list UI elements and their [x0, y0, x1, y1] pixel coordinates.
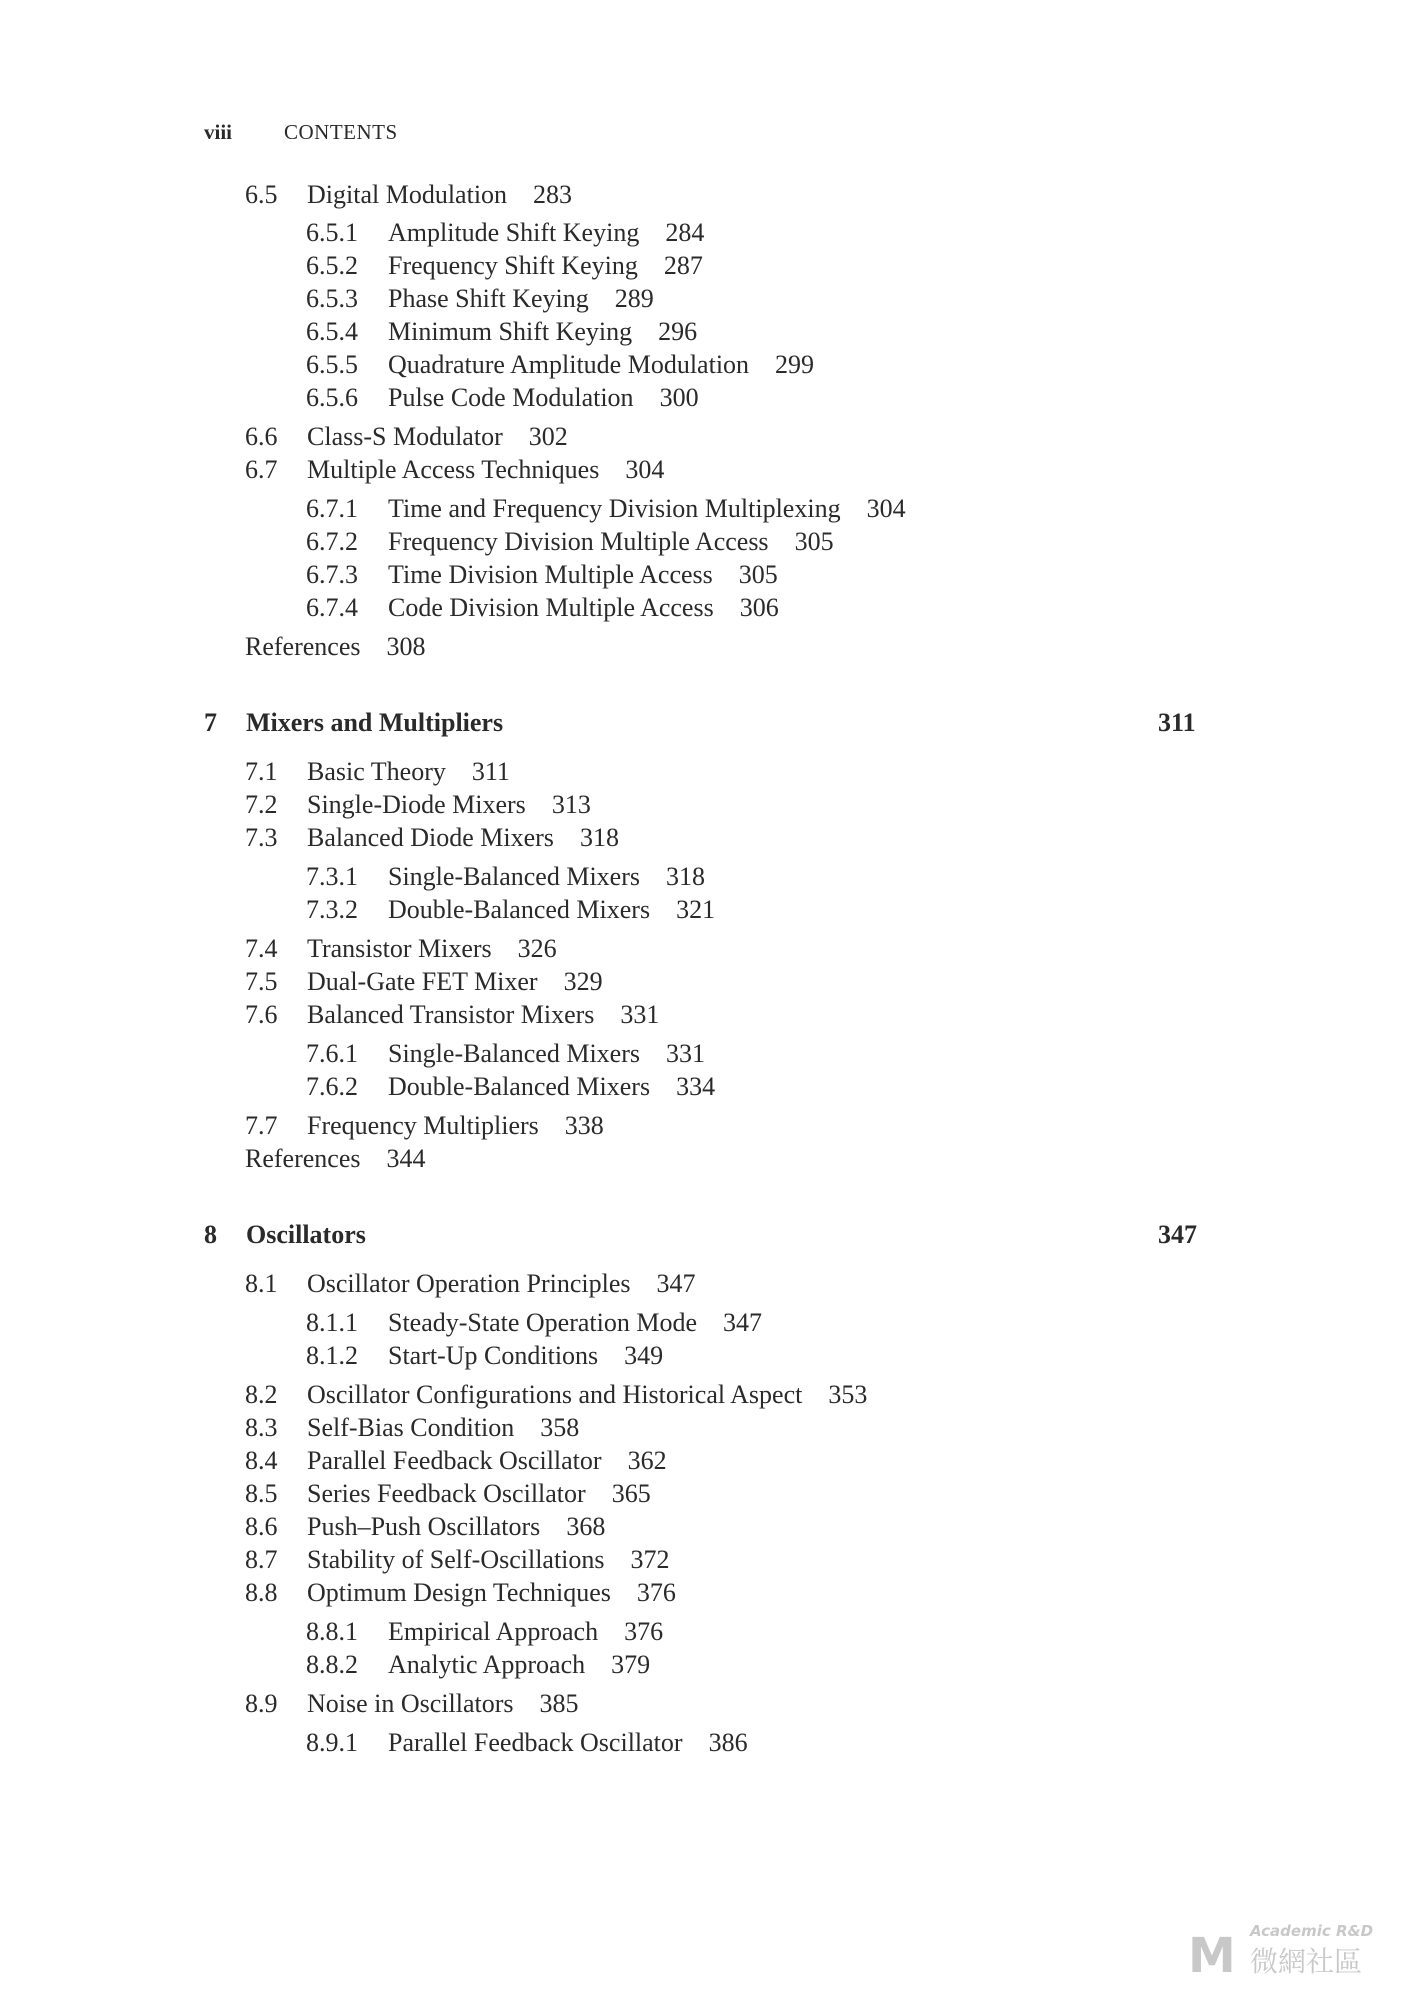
entry-title-text: Quadrature Amplitude Modulation [388, 350, 750, 379]
entry-title [245, 632, 425, 662]
entry-title [388, 284, 654, 314]
entry-page: 376 [636, 1578, 676, 1607]
entry-page: 284 [665, 218, 705, 247]
entry-title [307, 934, 557, 964]
entry-page: 305 [794, 527, 834, 556]
entry-page: 362 [627, 1446, 667, 1475]
entry-title-text: Parallel Feedback Oscillator [388, 1728, 683, 1757]
entry-title [388, 317, 697, 347]
entry-title-text: Self-Bias Condition [307, 1413, 515, 1442]
entry-page: 304 [866, 494, 906, 523]
entry-title-text: Series Feedback Oscillator [307, 1479, 586, 1508]
entry-number: 7.5 [245, 967, 278, 996]
entry-number: 7.6.2 [306, 1072, 358, 1101]
entry-title [388, 1308, 762, 1338]
entry-number: 7.7 [245, 1111, 278, 1140]
entry-title [388, 1728, 748, 1758]
entry-number: 7.6 [245, 1000, 278, 1029]
entry-page: 347 [723, 1308, 763, 1337]
entry-title-text: Push–Push Oscillators [307, 1512, 541, 1541]
entry-title-text: Oscillator Operation Principles [307, 1269, 631, 1298]
entry-number: 7.3.1 [306, 862, 358, 891]
entry-number: 7.2 [245, 790, 278, 819]
entry-title [245, 1144, 425, 1174]
entry-title [388, 862, 705, 892]
chapter-title: Mixers and Multipliers [246, 708, 504, 737]
entry-title [388, 560, 778, 590]
entry-page: 326 [517, 934, 557, 963]
entry-title [307, 1111, 604, 1141]
entry-page: 376 [624, 1617, 664, 1646]
entry-page: 306 [739, 593, 779, 622]
chapter-number: 7 [204, 708, 217, 737]
entry-page: 321 [676, 895, 716, 924]
entry-title-text: Balanced Transistor Mixers [307, 1000, 595, 1029]
entry-title-text: Noise in Oscillators [307, 1689, 514, 1718]
entry-title [307, 1000, 659, 1030]
entry-title [307, 1545, 670, 1575]
entry-title-text: References [245, 632, 361, 661]
chapter-title: Oscillators [246, 1220, 366, 1249]
entry-number: 8.1.2 [306, 1341, 358, 1370]
entry-number: 8.1.1 [306, 1308, 358, 1337]
chapter-number: 8 [204, 1220, 217, 1249]
entry-number: 7.4 [245, 934, 278, 963]
entry-page: 331 [620, 1000, 660, 1029]
entry-page: 289 [614, 284, 654, 313]
entry-number: 8.8.1 [306, 1617, 358, 1646]
entry-number: 6.7.4 [306, 593, 358, 622]
entry-title-text: Steady-State Operation Mode [388, 1308, 698, 1337]
entry-title-text: Empirical Approach [388, 1617, 599, 1646]
watermark-text-en: Academic R&D [1250, 1922, 1374, 1940]
entry-title-text: Start-Up Conditions [388, 1341, 599, 1370]
entry-number: 8.8.2 [306, 1650, 358, 1679]
entry-number: 6.7.2 [306, 527, 358, 556]
entry-title [388, 1072, 715, 1102]
entry-title [307, 1689, 579, 1719]
entry-page: 349 [624, 1341, 664, 1370]
entry-title-text: Frequency Multipliers [307, 1111, 539, 1140]
entry-number: 6.7.3 [306, 560, 358, 589]
entry-page: 304 [625, 455, 665, 484]
running-header [204, 120, 398, 145]
entry-page: 296 [658, 317, 698, 346]
entry-title [388, 251, 703, 281]
entry-number: 8.3 [245, 1413, 278, 1442]
entry-number: 6.5.5 [306, 350, 358, 379]
entry-number: 8.9 [245, 1689, 278, 1718]
entry-number: 7.6.1 [306, 1039, 358, 1068]
entry-title-text: Oscillator Configurations and Historical Aspect [307, 1380, 803, 1409]
entry-title-text: Double-Balanced Mixers [388, 895, 651, 924]
entry-number: 8.7 [245, 1545, 278, 1574]
entry-number: 8.5 [245, 1479, 278, 1508]
entry-page: 379 [611, 1650, 651, 1679]
entry-page: 386 [708, 1728, 748, 1757]
entry-title [388, 1650, 650, 1680]
entry-page: 318 [579, 823, 619, 852]
entry-page: 283 [533, 180, 573, 209]
entry-title-text: Analytic Approach [388, 1650, 586, 1679]
entry-page: 308 [386, 632, 426, 661]
entry-title-text: Single-Balanced Mixers [388, 862, 640, 891]
entry-title [388, 350, 814, 380]
entry-title-text: Transistor Mixers [307, 934, 492, 963]
page-number: viii [204, 120, 233, 144]
entry-title-text: Single-Balanced Mixers [388, 1039, 640, 1068]
entry-page: 299 [775, 350, 815, 379]
entry-number: 8.4 [245, 1446, 278, 1475]
entry-page: 305 [738, 560, 778, 589]
entry-title [307, 823, 619, 853]
entry-number: 8.2 [245, 1380, 278, 1409]
entry-title [307, 1269, 695, 1299]
entry-page: 385 [539, 1689, 579, 1718]
entry-number: 7.1 [245, 757, 278, 786]
entry-title [388, 494, 906, 524]
entry-number: 6.5.2 [306, 251, 358, 280]
chapter-page: 347 [1158, 1220, 1197, 1249]
entry-title-text: Balanced Diode Mixers [307, 823, 554, 852]
entry-title-text: Stability of Self-Oscillations [307, 1545, 605, 1574]
entry-number: 6.5.1 [306, 218, 358, 247]
entry-title-text: Code Division Multiple Access [388, 593, 714, 622]
entry-title [388, 1039, 705, 1069]
entry-title [307, 1578, 676, 1608]
entry-title-text: Optimum Design Techniques [307, 1578, 611, 1607]
entry-title-text: Minimum Shift Keying [388, 317, 633, 346]
entry-title [307, 1479, 651, 1509]
entry-page: 344 [386, 1144, 426, 1173]
entry-title-text: References [245, 1144, 361, 1173]
entry-title [388, 218, 704, 248]
entry-title [307, 1512, 605, 1542]
entry-title-text: Basic Theory [307, 757, 446, 786]
running-title: CONTENTS [284, 120, 398, 144]
entry-page: 365 [611, 1479, 651, 1508]
entry-page: 331 [666, 1039, 705, 1068]
entry-page: 353 [828, 1380, 868, 1409]
entry-title-text: Digital Modulation [307, 180, 508, 209]
entry-title [307, 1413, 579, 1443]
entry-title [388, 383, 699, 413]
entry-page: 318 [666, 862, 705, 891]
entry-title-text: Phase Shift Keying [388, 284, 589, 313]
entry-title [307, 757, 510, 787]
watermark-logo [1188, 1922, 1388, 1982]
entry-number: 6.6 [245, 422, 278, 451]
entry-number: 8.9.1 [306, 1728, 358, 1757]
entry-page: 368 [566, 1512, 606, 1541]
entry-page: 347 [656, 1269, 696, 1298]
entry-number: 8.1 [245, 1269, 278, 1298]
entry-number: 6.5.6 [306, 383, 358, 412]
entry-page: 287 [663, 251, 703, 280]
entry-title [388, 527, 834, 557]
entry-title [307, 1446, 667, 1476]
entry-title [388, 1341, 663, 1371]
entry-number: 8.8 [245, 1578, 278, 1607]
entry-title [307, 180, 572, 210]
entry-number: 6.5 [245, 180, 278, 209]
entry-page: 313 [551, 790, 591, 819]
entry-number: 7.3 [245, 823, 278, 852]
entry-title-text: Pulse Code Modulation [388, 383, 634, 412]
entry-title [307, 422, 568, 452]
entry-page: 358 [540, 1413, 580, 1442]
entry-page: 300 [659, 383, 699, 412]
entry-title [307, 967, 603, 997]
entry-title [388, 895, 715, 925]
entry-title-text: Amplitude Shift Keying [388, 218, 640, 247]
entry-page: 329 [563, 967, 603, 996]
entry-title-text: Parallel Feedback Oscillator [307, 1446, 602, 1475]
entry-number: 6.5.3 [306, 284, 358, 313]
entry-title [307, 790, 591, 820]
entry-title-text: Class-S Modulator [307, 422, 503, 451]
watermark-mark: M [1188, 1928, 1236, 1984]
entry-title-text: Time and Frequency Division Multiplexing [388, 494, 841, 523]
entry-title-text: Dual-Gate FET Mixer [307, 967, 538, 996]
entry-number: 6.7.1 [306, 494, 358, 523]
entry-title [307, 1380, 867, 1410]
entry-title [388, 1617, 663, 1647]
entry-page: 372 [630, 1545, 670, 1574]
entry-title-text: Frequency Shift Keying [388, 251, 638, 280]
entry-page: 311 [471, 757, 510, 786]
entry-title-text: Double-Balanced Mixers [388, 1072, 651, 1101]
entry-page: 338 [564, 1111, 604, 1140]
entry-number: 6.7 [245, 455, 278, 484]
entry-page: 334 [676, 1072, 716, 1101]
entry-page: 302 [528, 422, 568, 451]
entry-title [307, 455, 664, 485]
entry-title-text: Time Division Multiple Access [388, 560, 713, 589]
chapter-page: 311 [1158, 708, 1196, 737]
entry-number: 8.6 [245, 1512, 278, 1541]
entry-title-text: Single-Diode Mixers [307, 790, 526, 819]
watermark-text-cn: 微網社區 [1250, 1945, 1363, 1978]
entry-number: 7.3.2 [306, 895, 358, 924]
entry-number: 6.5.4 [306, 317, 358, 346]
entry-title-text: Frequency Division Multiple Access [388, 527, 769, 556]
entry-title [388, 593, 779, 623]
entry-title-text: Multiple Access Techniques [307, 455, 600, 484]
